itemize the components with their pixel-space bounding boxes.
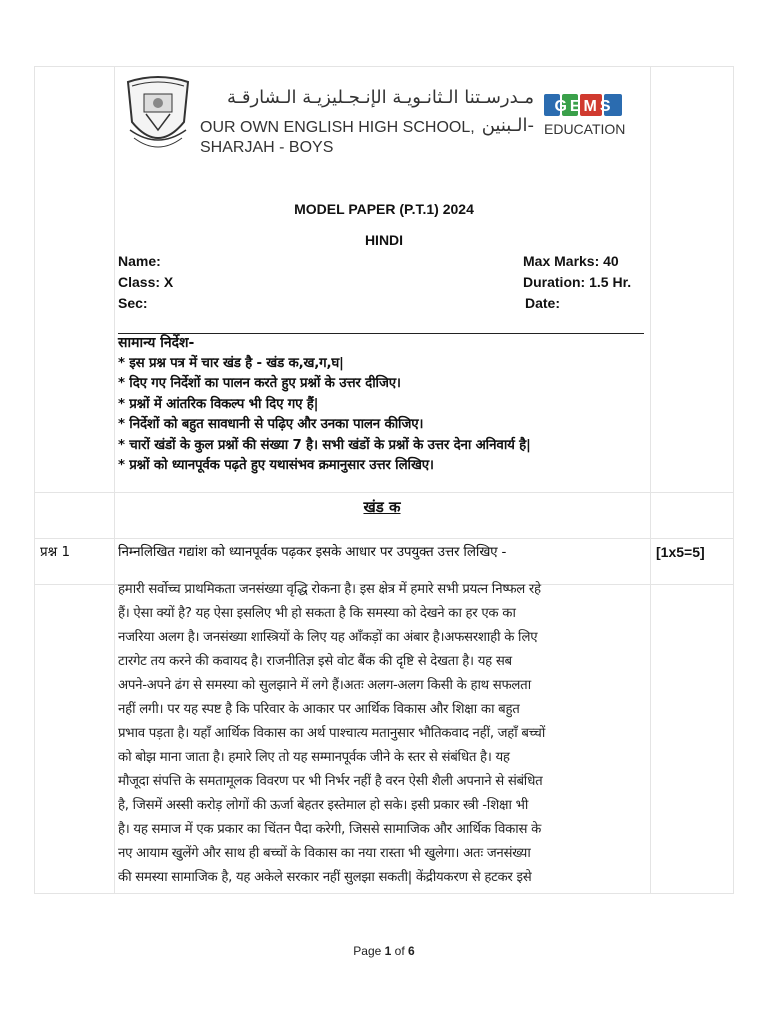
education-label: EDUCATION [544, 121, 626, 137]
instruction-item: * चारों खंडों के कुल प्रश्नों की संख्या 7 है। सभी खंडों के प्रश्नों के उत्तर देना अनिवार्य है| [118, 437, 531, 453]
passage-line: है। यह समाज में एक प्रकार का चिंतन पैदा करेगी, जिससे सामाजिक और आर्थिक विकास के [118, 822, 541, 837]
section-label: Sec: [118, 295, 148, 311]
duration-label: Duration: 1.5 Hr. [523, 274, 632, 290]
passage-line: को बोझ माना जाता है। हमारे लिए तो यह सम्मानपूर्वक जीने के स्तर से संबंधित है। यह [118, 750, 510, 765]
instructions-list [118, 354, 648, 476]
page-footer [0, 943, 768, 959]
subject-title: HINDI [364, 232, 404, 248]
class-label: Class: X [118, 274, 174, 290]
instruction-item: * इस प्रश्न पत्र में चार खंड है - खंड क,ख,ग,घ| [118, 356, 344, 371]
passage-line: अपने-अपने ढंग से समस्या को सुलझाने में लगे हैं।अतः अलग-अलग किसी के हाथ सफलता [118, 678, 531, 693]
instruction-item: * प्रश्नों को ध्यानपूर्वक पढ़ते हुए यथासंभव क्रमानुसार उत्तर लिखिए। [118, 458, 434, 474]
page-current: 1 [384, 944, 392, 958]
max-marks-label: Max Marks: 40 [523, 253, 619, 269]
passage-line: हैं। ऐसा क्यों है? यह ऐसा इसलिए भी हो सकता है कि समस्या को देखने का हर एक का [118, 606, 516, 621]
gems-education-logo [544, 92, 624, 118]
reading-passage [118, 578, 646, 890]
passage-line: टारगेट तय करने की कवायद है। राजनीतिज्ञ इसे वोट बैंक की दृष्टि से देखता है। यह सब [118, 654, 512, 669]
page-total: 6 [408, 944, 415, 958]
passage-line: नए आयाम खुलेंगे और साथ ही बच्चों के विकास का नया रास्ता भी खुलेगा। अतः जनसंख्या [118, 846, 531, 861]
name-label: Name: [118, 253, 161, 269]
page-word: Page [353, 944, 382, 958]
of-word: of [394, 944, 405, 958]
passage-line: नजरिया अलग है। जनसंख्या शास्त्रियों के लिए यह आँकड़ों का अंबार है।अफसरशाही के लिए [118, 630, 538, 645]
svg-text:GEMS: GEMS [554, 98, 614, 115]
passage-line: नहीं लगी। पर यह स्पष्ट है कि परिवार के आकार पर आर्थिक विकास और शिक्षा का बहुत [118, 702, 520, 717]
header-divider [118, 333, 644, 334]
passage-line: प्रभाव पड़ता है। यहाँ आर्थिक विकास का अर्थ पाश्चात्य मतानुसार भौतिकवाद नहीं, जहाँ बच्चों [118, 726, 545, 741]
section-heading [114, 496, 650, 518]
school-name-english: OUR OWN ENGLISH HIGH SCHOOL, SHARJAH - BOYS [200, 119, 475, 156]
passage-line: मौजूदा संपत्ति के समतामूलक विवरण पर भी निर्भर नहीं है वरन ऐसी शैली अपनाने से संबंधित [118, 774, 543, 789]
instruction-item: * दिए गए निर्देशों का पालन करते हुए प्रश्नों के उत्तर दीजिए। [118, 376, 401, 392]
question-number: प्रश्न 1 [40, 544, 71, 560]
question-marks: [1x5=5] [656, 544, 705, 560]
exam-title: MODEL PAPER (P.T.1) 2024 [294, 201, 474, 217]
school-crest-logo [122, 72, 194, 156]
passage-line: है, जिसमें अस्सी करोड़ लोगों की ऊर्जा बेहतर इस्तेमाल हो सके। इसी प्रकार स्त्री -शिक्षा भी [118, 798, 529, 813]
school-name-arabic: مـدرسـتنا الـثانـويـة الإنـجـليزيـة الـشارقـة -الـبنين [226, 87, 534, 136]
instruction-item: * निर्देशों को बहुत सावधानी से पढ़िए और उनका पालन कीजिए। [118, 417, 424, 433]
instruction-item: * प्रश्नों में आंतरिक विकल्प भी दिए गए हैं| [118, 396, 319, 412]
section-title: खंड क [363, 498, 401, 516]
passage-line: की समस्या सामाजिक है, यह अकेले सरकार नहीं सुलझा सकती| केंद्रीयकरण से हटकर इसे [118, 870, 532, 885]
passage-line: हमारी सर्वोच्च प्राथमिकता जनसंख्या वृद्धि रोकना है। इस क्षेत्र में हमारे सभी प्रयत्न निष्फल रहे [118, 582, 541, 597]
question-text: निम्नलिखित गद्यांश को ध्यानपूर्वक पढ़कर इसके आधार पर उपयुक्त उत्तर लिखिए - [118, 544, 507, 560]
date-label: Date: [525, 295, 561, 311]
instructions-title: सामान्य निर्देश- [118, 335, 195, 351]
